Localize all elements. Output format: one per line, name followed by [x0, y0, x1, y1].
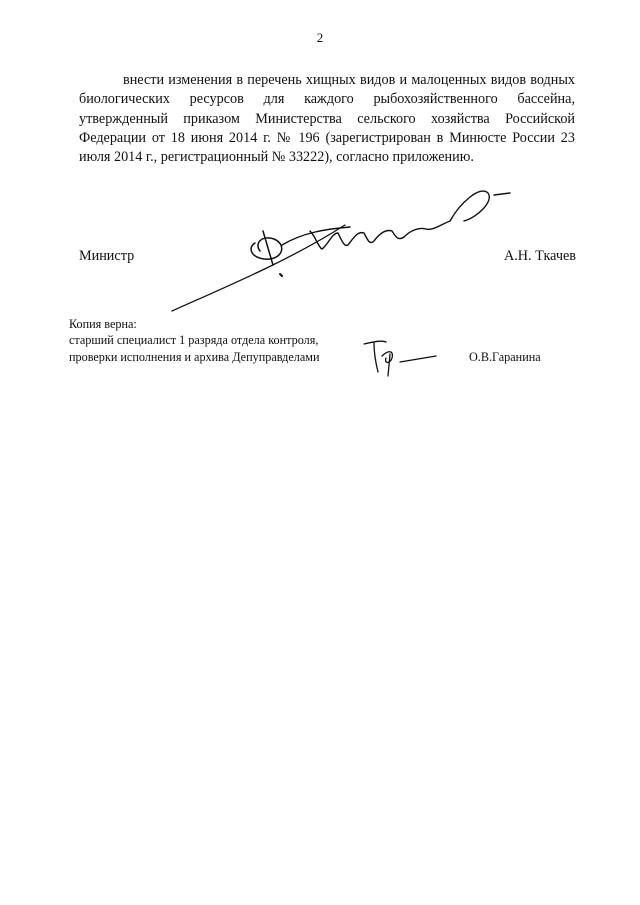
signature-loops-stroke [282, 221, 450, 249]
minister-title: Министр [79, 248, 135, 264]
body-paragraph: внести изменения в перечень хищных видов и малоценных видов водных биологических ресурсов для каждого рыбохозяйственного бассейна, утвержденный приказом Министерства сельского хозяйства Российской Федерации от 18 июня 2014 г. № 196 (зарегистрирован в Минюсте России 23 июля 2014 г., регистрационный № 33222), согласно приложению. [79, 72, 575, 166]
signature-sweep-stroke [172, 225, 345, 311]
signature-dot [280, 274, 282, 276]
copy-signature-stroke [364, 341, 436, 376]
copy-heading: Копия верна: [69, 317, 137, 331]
copy-position-line1: старший специалист 1 разряда отдела контроля, [69, 333, 319, 348]
copy-signature [360, 338, 440, 380]
signature-initial-stroke [251, 231, 282, 265]
signature-flourish-stroke [450, 191, 510, 221]
copy-certification-block [69, 316, 320, 365]
minister-name: А.Н. Ткачев [504, 248, 576, 264]
copy-position-line2: проверки исполнения и архива Депуправделами [69, 349, 320, 364]
minister-signature [160, 175, 520, 320]
page-number: 2 [316, 30, 324, 45]
copy-certifier-name: О.В.Гаранина [469, 350, 541, 364]
